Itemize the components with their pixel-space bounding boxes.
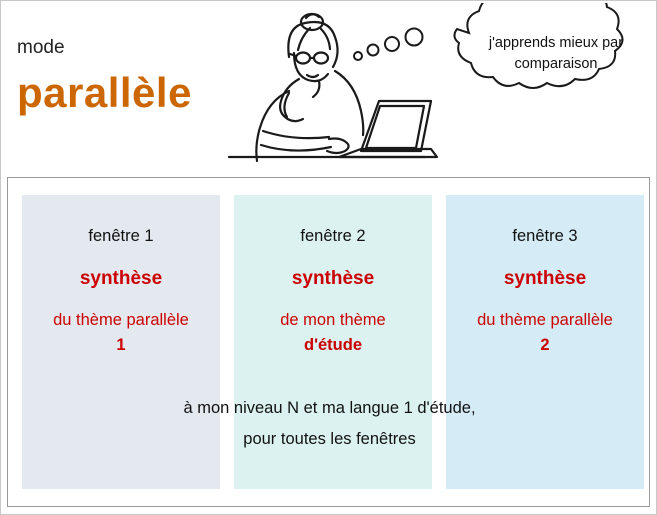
window-label-1: fenêtre 1 [88,227,154,245]
synthesis-label-1: synthèse [79,268,163,289]
header [1,1,656,173]
window-label-2: fenêtre 2 [300,227,366,245]
windows-panel [7,177,650,507]
theme-description-2 [234,308,432,358]
synthesis-label-3: synthèse [503,268,587,289]
synthesis-label-2: synthèse [291,268,375,289]
theme-description-3 [446,308,644,358]
theme-line-1: du thème parallèle [53,311,189,329]
theme-description-1 [22,308,220,358]
theme-number-2: d'étude [303,335,362,354]
windows-columns [8,178,651,508]
panel-footer-text [8,393,651,456]
thought-bubble [351,3,651,143]
theme-line-3: du thème parallèle [477,311,613,329]
thought-bubble-text: j'apprends mieux par comparaison [488,35,624,73]
window-label-3: fenêtre 3 [512,227,578,245]
mode-label: mode [17,37,65,58]
theme-line-2: de mon thème [280,311,386,329]
footer-line-1: à mon niveau N et ma langue 1 d'étude, [183,399,476,417]
theme-number-3: 2 [540,335,550,354]
page-title: parallèle [17,69,192,116]
footer-line-2: pour toutes les fenêtres [243,430,416,449]
theme-number-1: 1 [116,335,126,354]
